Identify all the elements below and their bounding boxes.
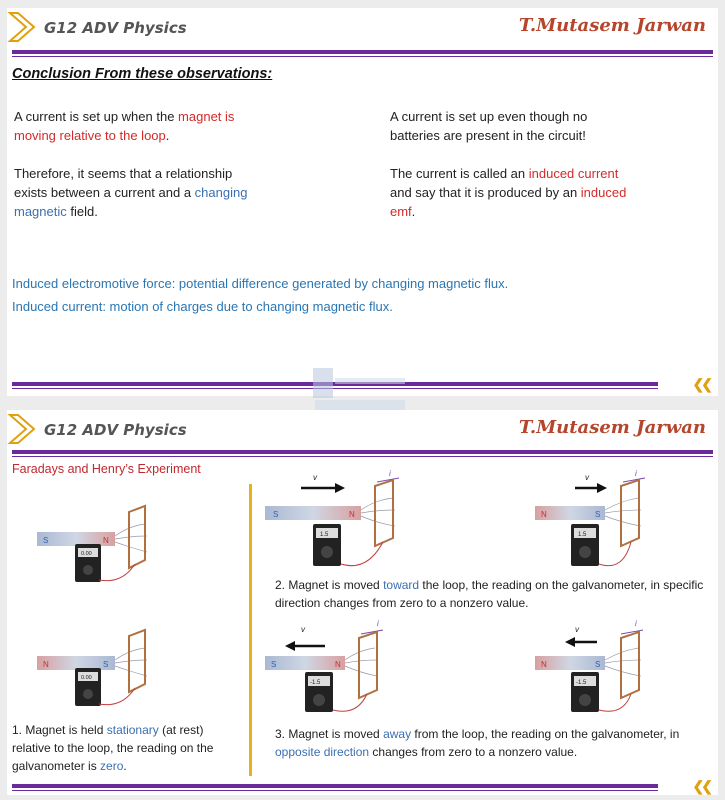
galvanometer-dial <box>83 565 93 575</box>
caption-away: 3. Magnet is moved away from the loop, the reading on the galvanometer, in opposite direction changes from zero to a nonzero value. <box>275 727 680 759</box>
caption-stationary: 1. Magnet is held stationary (at rest) relative to the loop, the reading on the galvanometer is zero. <box>12 723 214 773</box>
arrow-head-icon <box>597 483 607 493</box>
field-lines <box>605 498 641 526</box>
magnet-n-label: N <box>43 660 49 669</box>
magnet-n-label: N <box>335 660 341 669</box>
field-lines <box>605 648 641 676</box>
current-label: i <box>377 619 379 628</box>
meter-reading: -1.5 <box>576 680 587 686</box>
footer-rule <box>12 784 658 788</box>
figure-stationary-magnet <box>37 498 157 586</box>
course-title: G12 ADV Physics <box>44 421 187 439</box>
header-chevron-icon <box>7 10 41 44</box>
meter-reading: 0.00 <box>81 675 92 681</box>
velocity-label: v <box>313 473 317 482</box>
left-paragraph-2: Therefore, it seems that a relationship exists between a current and a changing magnetic field. <box>14 166 248 219</box>
figure-magnet-away-2 <box>535 616 685 716</box>
definition-induced-current: Induced current: motion of charges due to changing magnetic flux. <box>12 299 393 314</box>
wire-loop <box>621 632 639 698</box>
meter-reading: 0.00 <box>81 551 92 557</box>
magnet-n-label: N <box>103 536 109 545</box>
header-rule-thin <box>12 56 713 57</box>
magnet-n-label: N <box>349 510 355 519</box>
arrow-head-icon <box>565 637 575 647</box>
header-rule <box>12 450 713 454</box>
magnet-s-label: S <box>271 660 277 669</box>
figure-magnet-toward-1 <box>265 468 415 580</box>
right-paragraph-2: The current is called an induced current and say that it is produced by an induced emf. <box>390 166 627 219</box>
double-chevron-left-icon: ❮❮ <box>692 778 710 794</box>
meter-reading: 1.5 <box>578 532 587 538</box>
meter-reading: -1.5 <box>310 680 321 686</box>
field-lines <box>345 648 377 676</box>
magnet-n-label: N <box>541 510 547 519</box>
header-rule <box>12 50 713 54</box>
double-chevron-left-icon: ❮❮ <box>692 376 710 392</box>
velocity-label: v <box>585 473 589 482</box>
field-lines <box>115 648 147 676</box>
field-lines <box>115 524 147 552</box>
definition-induced-emf: Induced electromotive force: potential difference generated by changing magnetic flux. <box>12 276 509 291</box>
figure-magnet-toward-2 <box>535 468 685 580</box>
wire-loop <box>621 480 639 546</box>
magnet-s-label: S <box>273 510 279 519</box>
figure-stationary-magnet-reversed <box>37 622 157 710</box>
caption-toward: 2. Magnet is moved toward the loop, the reading on the galvanometer, in specific direction changes from zero to a nonzero value. <box>275 578 704 610</box>
wire-loop <box>375 480 393 546</box>
wire-loop <box>359 632 377 698</box>
bar-magnet <box>265 656 345 670</box>
slide-experiment <box>7 410 718 795</box>
header-chevron-icon <box>7 412 41 446</box>
magnet-s-label: S <box>595 660 601 669</box>
header-rule-thin <box>12 456 713 457</box>
arrow-head-icon <box>285 641 295 651</box>
velocity-label: v <box>575 625 579 634</box>
magnet-s-label: S <box>595 510 601 519</box>
left-paragraph-1: A current is set up when the magnet is moving relative to the loop. <box>14 109 235 143</box>
magnet-s-label: S <box>43 536 49 545</box>
galvanometer-dial <box>321 546 333 558</box>
conclusion-heading: Conclusion From these observations: <box>12 66 273 82</box>
galvanometer-dial <box>313 694 325 706</box>
slide-conclusion <box>7 8 718 396</box>
footer-rule-thin <box>12 790 658 791</box>
galvanometer-dial <box>83 689 93 699</box>
course-title: G12 ADV Physics <box>44 19 187 37</box>
author-name: T.Mutasem Jarwan <box>518 15 706 36</box>
lead-wire <box>599 542 631 566</box>
current-label: i <box>635 469 637 478</box>
magnet-n-label: N <box>541 660 547 669</box>
velocity-label: v <box>301 625 305 634</box>
meter-reading: 1.5 <box>320 532 329 538</box>
current-label: i <box>635 619 637 628</box>
divider-line <box>249 484 252 776</box>
figure-magnet-away-1 <box>265 616 415 716</box>
arrow-head-icon <box>335 483 345 493</box>
current-label: i <box>389 469 391 478</box>
galvanometer-dial <box>579 694 591 706</box>
galvanometer-dial <box>579 546 591 558</box>
magnet-s-label: S <box>103 660 109 669</box>
right-paragraph-1: A current is set up even though no batteries are present in the circuit! <box>390 109 588 143</box>
bar-magnet <box>265 506 361 520</box>
experiment-title: Faradays and Henry’s Experiment <box>12 462 201 476</box>
field-lines <box>361 498 395 526</box>
author-name: T.Mutasem Jarwan <box>518 417 706 438</box>
